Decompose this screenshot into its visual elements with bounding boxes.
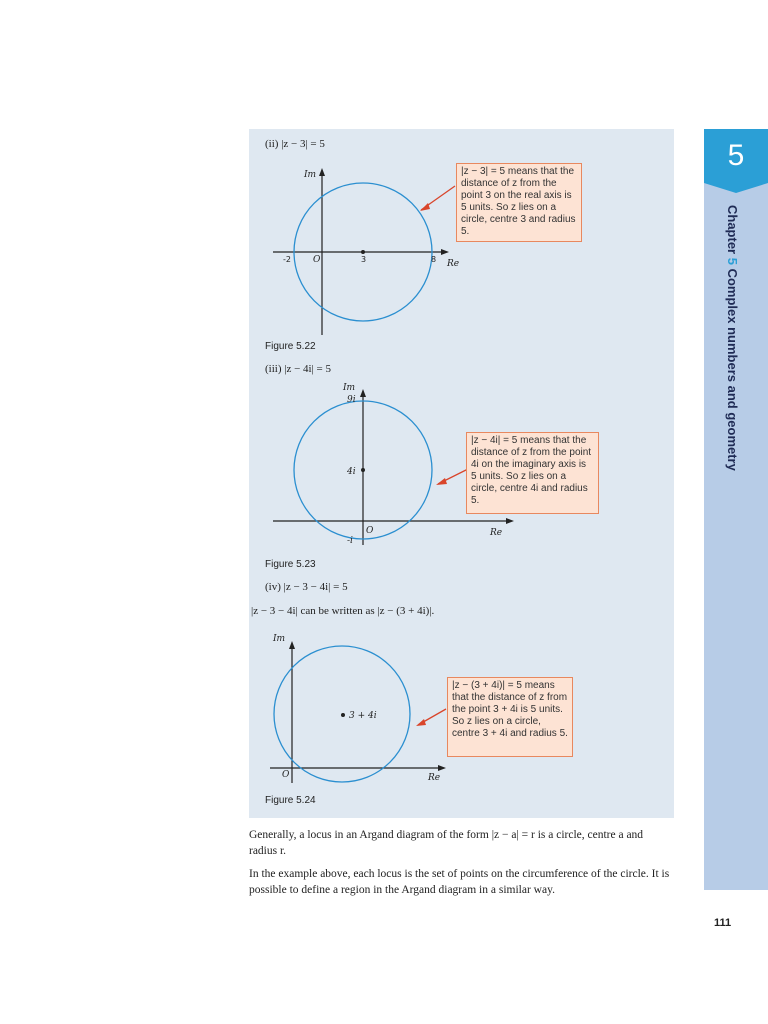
fig24-note-arrowhead [416,719,426,726]
fig24-note: |z − (3 + 4i)| = 5 means that the distance of z from the point 3 + 4i is 5 units. So z lies on a circle, centre 3 + 4i and radius 5. [447,677,573,757]
fig23-caption: Figure 5.23 [265,559,316,570]
fig22-tick-center: 3 [361,255,367,264]
fig23-tick-center: 4i [347,467,356,477]
fig24-re-arrowhead [438,765,446,771]
fig24-rewrite: |z − 3 − 4i| can be written as |z − (3 + 4i)|. [251,605,435,617]
fig24-im-arrowhead [289,641,295,649]
fig23-heading: (iii) |z − 4i| = 5 [265,363,331,375]
chapter-number: 5 [727,139,745,172]
fig22-tick-pos: 8 [431,255,437,264]
fig24-center-label: 3 + 4i [349,711,377,721]
fig23-tick-top: 9i [347,395,356,405]
fig24-caption: Figure 5.24 [265,795,316,806]
fig24-im-label: Im [273,634,286,644]
fig23-im-label: Im [343,383,356,393]
fig24-heading: (iv) |z − 3 − 4i| = 5 [265,581,348,593]
fig22-heading: (ii) |z − 3| = 5 [265,138,325,150]
fig23-note: |z − 4i| = 5 means that the distance of z from the point 4i on the imaginary axis is 5 units. So z lies on a circle, centre 4i and radius 5. [466,432,599,514]
fig22-origin-label: O [313,255,321,265]
fig24-re-label: Re [428,773,441,783]
fig23-tick-bottom: -i [347,536,353,546]
fig23-re-label: Re [490,528,503,538]
paragraph-locus-definition: Generally, a locus in an Argand diagram of the form |z − a| = r is a circle, centre a and radius r. [249,829,644,857]
chapter-title: Chapter 5 Complex numbers and geometry [725,205,740,471]
fig22-note: |z − 3| = 5 means that the distance of z from the point 3 on the real axis is 5 units. So z lies on a circle, centre 3 and radius 5. [456,163,582,242]
fig22-re-label: Re [447,259,460,269]
fig24-centre-point [341,713,345,717]
fig24-origin-label: O [282,770,290,780]
fig23-origin-label: O [366,526,374,536]
page-number: 111 [714,917,732,929]
paragraph-region-intro: In the example above, each locus is the set of points on the circumference of the circle. It is possible to define a region in the Argand diagram in a similar way. [249,868,670,896]
fig22-caption: Figure 5.22 [265,341,316,352]
fig22-tick-neg: -2 [283,255,291,264]
fig22-im-label: Im [304,170,317,180]
